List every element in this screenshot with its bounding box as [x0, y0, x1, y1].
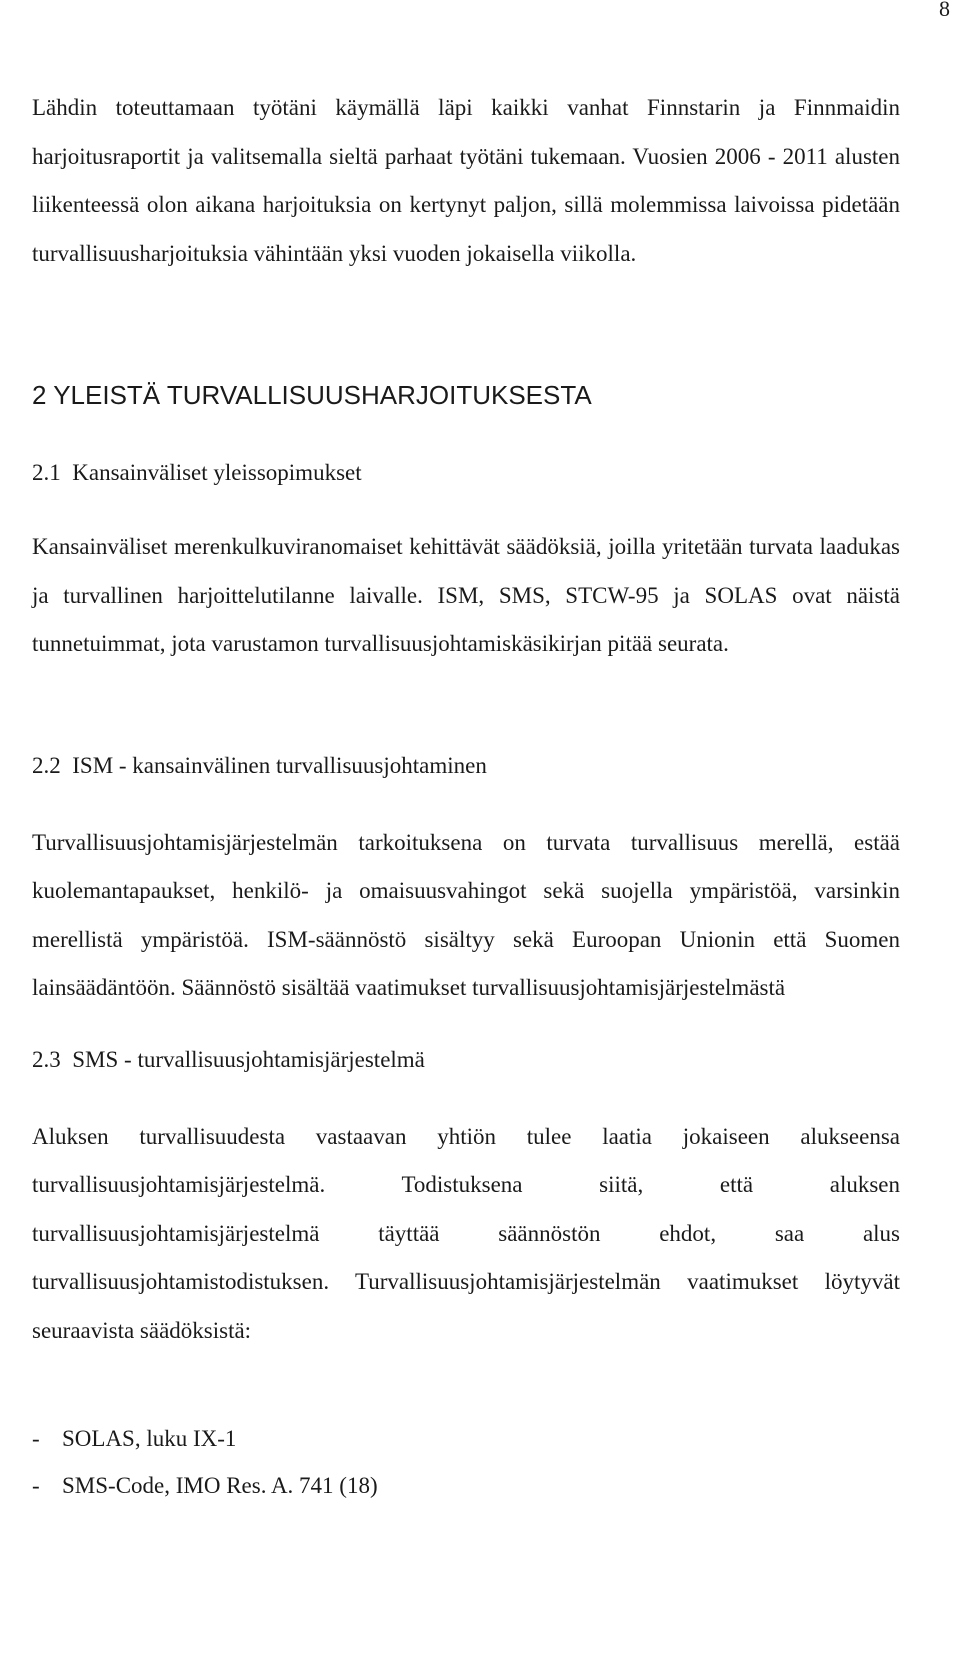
section-paragraph-2-3: Aluksen turvallisuudesta vastaavan yhtiön tulee laatia jokaiseen alukseensa turvallisuusjohtamisjärjestelmä. Todistuksena siitä, että aluksen turvallisuusjohtamisjärjestelmä täyttää säännöstön ehdot, saa alus turvallisuusjohtamistodistuksen. Turvallisuusjohtamisjärjestelmän vaatimukset löytyvät seuraavista säädöksistä:: [32, 1123, 900, 1343]
section-heading-2-2: 2.2 ISM - kansainvälinen turvallisuusjohtaminen: [32, 752, 487, 778]
list-item-text: SOLAS, luku IX-1: [62, 1426, 237, 1451]
regulation-list: [32, 1415, 900, 1509]
list-item-text: SMS-Code, IMO Res. A. 741 (18): [62, 1473, 378, 1498]
intro-paragraph: Lähdin toteuttamaan työtäni käymällä läpi kaikki vanhat Finnstarin ja Finnmaidin harjoitusraportit ja valitsemalla sieltä parhaat työtäni tukemaan. Vuosien 2006 - 2011 alusten liikenteessä olon aikana harjoituksia on kertynyt paljon, sillä molemmissa laivoissa pidetään turvallisuusharjoituksia vähintään yksi vuoden jokaisella viikolla.: [32, 95, 900, 266]
list-item: [32, 1415, 900, 1462]
section-paragraph-2-1: Kansainväliset merenkulkuviranomaiset kehittävät säädöksiä, joilla yritetään turvata laadukas ja turvallinen harjoittelutilanne laivalle. ISM, SMS, STCW-95 ja SOLAS ovat näistä tunnetuimmat, jota varustamon turvallisuusjohtamiskäsikirjan pitää seurata.: [32, 534, 900, 656]
section-heading-2-3: 2.3 SMS - turvallisuusjohtamisjärjestelmä: [32, 1046, 425, 1072]
document-body: [32, 84, 900, 1509]
page-number: 8: [939, 0, 950, 21]
list-item: [32, 1462, 900, 1509]
section-heading-2-1: 2.1 Kansainväliset yleissopimukset: [32, 460, 362, 485]
list-bullet: -: [32, 1426, 40, 1451]
section-paragraph-2-2: Turvallisuusjohtamisjärjestelmän tarkoituksena on turvata turvallisuus merellä, estää kuolemantapaukset, henkilö- ja omaisuusvahingot sekä suojella ympäristöä, varsinkin merellistä ympäristöä. ISM-säännöstö sisältyy sekä Euroopan Unionin että Suomen lainsäädäntöön. Säännöstö sisältää vaatimukset turvallisuusjohtamisjärjestelmästä: [32, 829, 900, 1000]
list-bullet: -: [32, 1473, 40, 1498]
chapter-heading: 2 YLEISTÄ TURVALLISUUSHARJOITUKSESTA: [32, 380, 592, 410]
